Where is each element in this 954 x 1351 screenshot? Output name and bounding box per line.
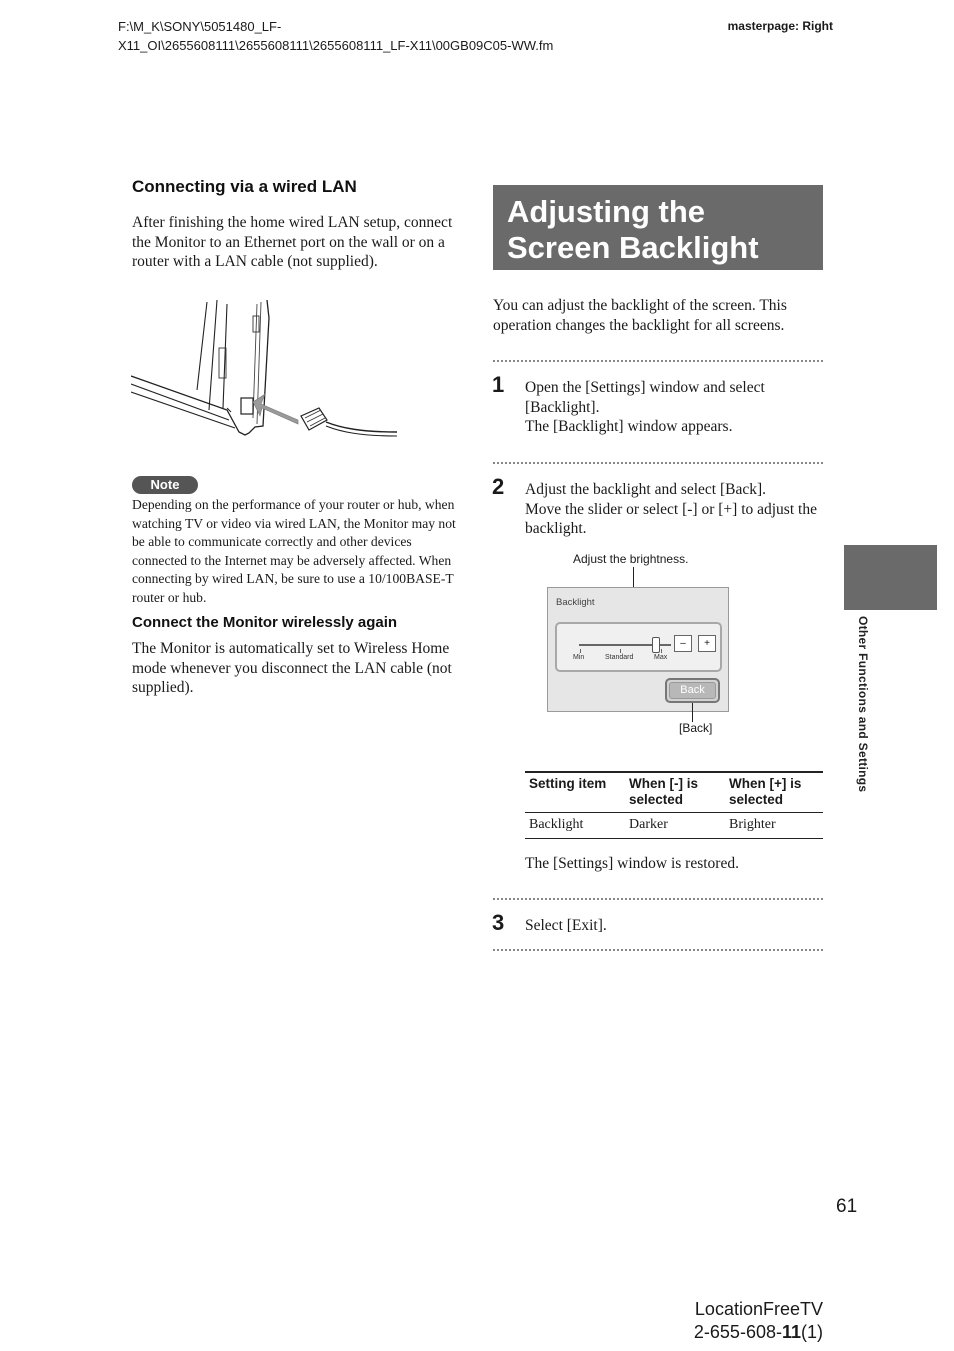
step-3-number: 3: [492, 910, 505, 935]
step-1-text: [525, 378, 823, 437]
table-cell: Backlight: [525, 813, 625, 839]
dotted-divider: [493, 360, 823, 362]
heading-wireless: Connect the Monitor wirelessly again: [132, 614, 398, 631]
tick-standard: [620, 649, 621, 653]
lan-connection-illustration: [131, 298, 399, 440]
table-header-plus: When [+] is selected: [725, 772, 823, 813]
callout-back: [Back]: [679, 721, 713, 735]
side-tab-label: Other Functions and Settings: [856, 616, 870, 793]
section-title-line2: Screen Backlight: [507, 230, 759, 265]
masterpage-label: masterpage: Right: [727, 19, 833, 33]
footer-code-suffix: (1): [801, 1322, 823, 1342]
slider-panel: [555, 622, 722, 672]
table-cell: Darker: [625, 813, 725, 839]
table-header-row: [525, 772, 823, 813]
backlight-table: [525, 771, 823, 839]
file-path-line2: X11_OI\2655608111\2655608111\2655608111_LF-X11\00GB09C05-WW.fm: [118, 38, 554, 53]
footer: [694, 1298, 823, 1344]
tick-min: [580, 649, 581, 653]
dotted-divider: [493, 462, 823, 464]
settings-restored-text: The [Settings] window is restored.: [525, 855, 739, 872]
back-button[interactable]: [665, 678, 720, 703]
dotted-divider: [493, 898, 823, 900]
section-title: [493, 185, 823, 270]
step-1-line2: The [Backlight] window appears.: [525, 418, 733, 435]
footer-code-prefix: 2-655-608-: [693, 1322, 782, 1342]
footer-code: [694, 1321, 823, 1344]
scale-max-label: Max: [654, 654, 668, 661]
tick-max: [661, 649, 662, 653]
slider-thumb[interactable]: [652, 637, 660, 653]
heading-wired-lan: Connecting via a wired LAN: [132, 177, 357, 196]
paragraph-wireless: The Monitor is automatically set to Wireless Home mode whenever you disconnect the LAN cable (not supplied).: [132, 640, 452, 696]
scale-standard-label: Standard: [605, 654, 634, 661]
backlight-window: [547, 587, 729, 712]
back-button-label: Back: [669, 682, 716, 699]
section-title-line1: Adjusting the: [507, 194, 706, 229]
dotted-divider: [493, 949, 823, 951]
table-cell: Brighter: [725, 813, 823, 839]
plus-button[interactable]: +: [698, 635, 716, 652]
footer-code-bold: 11: [781, 1322, 801, 1342]
intro-paragraph: You can adjust the backlight of the screen. This operation changes the backlight for all screens.: [493, 297, 787, 334]
table-header-setting: Setting item: [525, 772, 625, 813]
step-2-line2: Move the slider or select [-] or [+] to adjust the backlight.: [525, 500, 817, 537]
step-1-number: 1: [492, 372, 505, 397]
side-tab: [844, 545, 937, 610]
file-path-line1: F:\M_K\SONY\5051480_LF-: [118, 19, 282, 34]
footer-product: LocationFreeTV: [694, 1299, 823, 1319]
table-header-minus: When [-] is selected: [625, 772, 725, 813]
page-number: 61: [836, 1196, 858, 1217]
file-path: [118, 17, 638, 55]
note-badge: Note: [132, 476, 198, 494]
step-2-text: [525, 480, 823, 539]
callout-line: [692, 703, 693, 722]
step-2-number: 2: [492, 474, 505, 499]
paragraph-wired-lan: After finishing the home wired LAN setup, connect the Monitor to an Ethernet port on the wall or on a router with a LAN cable (not supplied).: [132, 214, 453, 270]
step-3-text: Select [Exit].: [525, 917, 607, 934]
step-2-line1: Adjust the backlight and select [Back].: [525, 481, 767, 498]
backlight-window-title: Backlight: [556, 597, 595, 608]
callout-adjust-brightness: Adjust the brightness.: [573, 552, 689, 566]
minus-button[interactable]: –: [674, 635, 692, 652]
step-1-line1: Open the [Settings] window and select [Backlight].: [525, 379, 765, 416]
scale-min-label: Min: [573, 654, 585, 661]
table-row: [525, 813, 823, 839]
note-text: Depending on the performance of your router or hub, when watching TV or video via wired LAN, the Monitor may not be able to communicate correctly and other devices connected to the Internet may be adversely affected. When connecting by wired LAN, be sure to use a 10/100BASE-T router or hub.: [132, 497, 456, 605]
